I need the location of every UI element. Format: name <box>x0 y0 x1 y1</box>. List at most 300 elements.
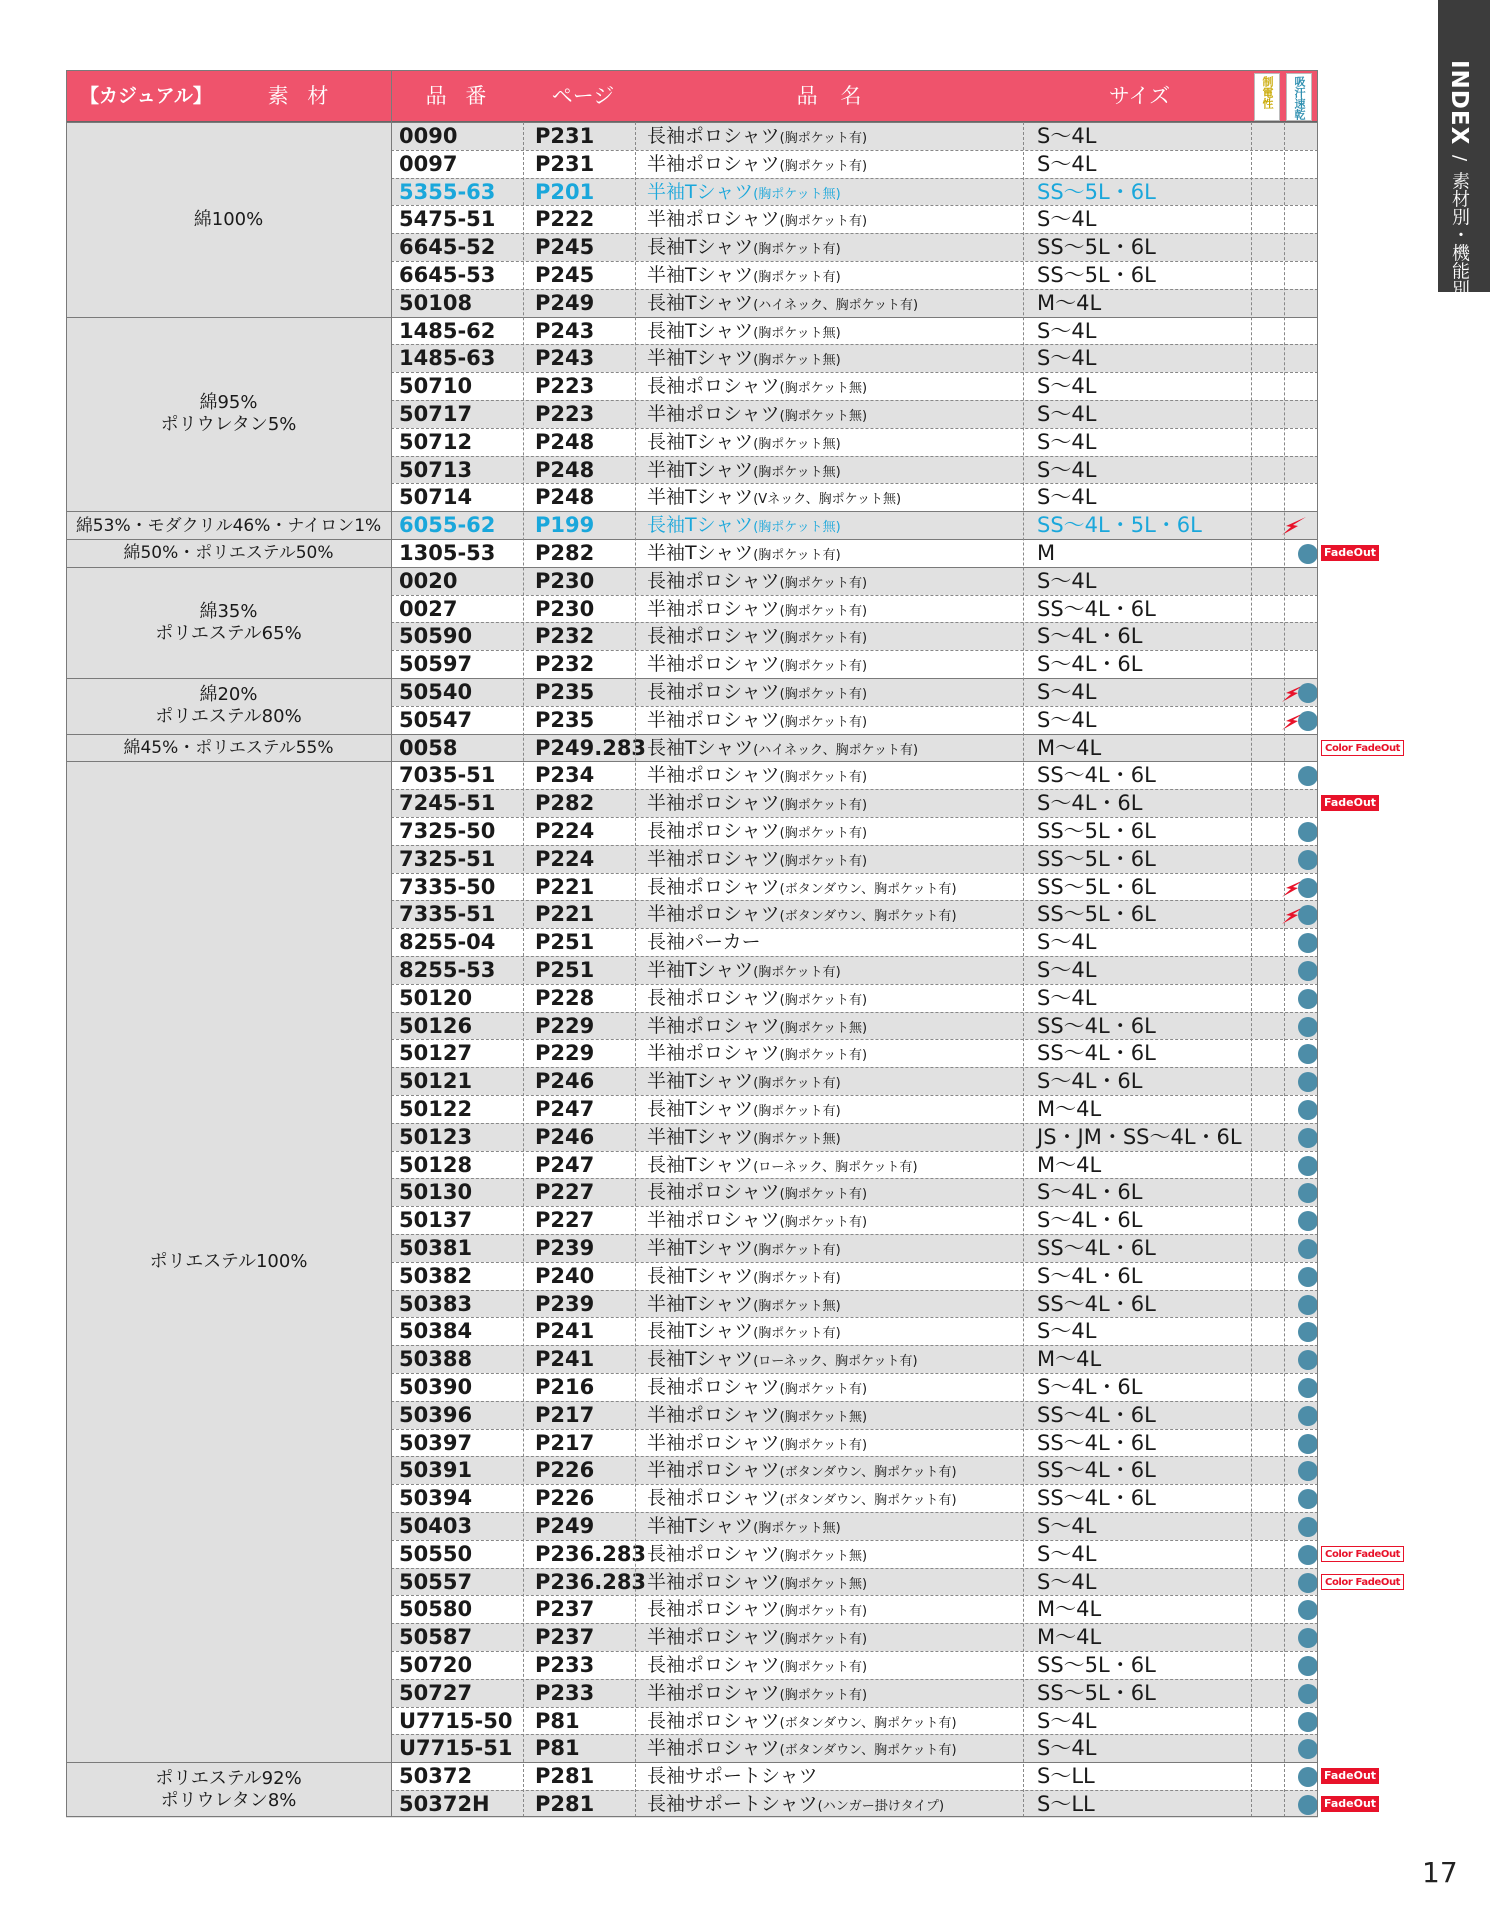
product-code: 0097 <box>399 151 458 176</box>
sweat-dry-icon <box>1298 1295 1318 1315</box>
size-range: S〜4L <box>1037 457 1097 482</box>
page-ref: P246 <box>535 1124 595 1149</box>
product-name-main: 半袖ポロシャツ <box>647 1570 780 1593</box>
product-name <box>647 318 841 345</box>
page-ref: P243 <box>535 318 595 343</box>
product-name-detail: (胸ポケット無) <box>753 464 841 480</box>
page-ref: P229 <box>535 1013 595 1038</box>
product-name-detail: (胸ポケット有) <box>779 798 868 814</box>
sweat-dry-icon <box>1298 1072 1318 1092</box>
size-range: JS・JM・SS〜4L・6L <box>1037 1124 1242 1149</box>
product-name <box>647 1263 841 1290</box>
sweat-dry-icon <box>1298 1211 1318 1231</box>
product-name <box>647 957 841 984</box>
index-label: INDEX <box>1446 60 1472 146</box>
product-name <box>647 874 957 901</box>
product-code: 50128 <box>399 1152 473 1177</box>
product-code: 50720 <box>399 1653 473 1677</box>
page-ref: P251 <box>535 930 595 955</box>
product-name-main: 長袖Tシャツ <box>647 236 754 259</box>
product-code: 50126 <box>399 1013 473 1038</box>
product-name <box>647 735 918 762</box>
page-ref: P227 <box>535 1208 595 1233</box>
product-code: 50714 <box>399 485 473 510</box>
size-range: SS〜5L・6L <box>1037 1653 1156 1677</box>
product-name-main: 半袖ポロシャツ <box>647 1042 780 1065</box>
page-ref: P248 <box>535 485 595 510</box>
material-cell: 綿35% ポリエステル65% <box>66 567 391 678</box>
size-range: S〜4L <box>1037 707 1097 732</box>
size-range: S〜4L <box>1037 1319 1097 1344</box>
size-range: M〜4L <box>1037 1597 1102 1622</box>
sweat-dry-icon <box>1298 1128 1318 1148</box>
page-ref: P249.283 <box>535 735 647 760</box>
product-code: 50580 <box>399 1597 473 1622</box>
page-ref: P245 <box>535 235 595 260</box>
table-row <box>391 150 1318 178</box>
page-ref: P248 <box>535 457 595 482</box>
product-name-main: 長袖ポロシャツ <box>647 375 780 398</box>
page-ref: P282 <box>535 791 595 816</box>
size-range: S〜4L <box>1037 1514 1097 1538</box>
page-ref: P241 <box>535 1319 595 1344</box>
product-name <box>647 1680 867 1707</box>
page-ref: P217 <box>535 1402 595 1427</box>
sweat-dry-icon <box>1298 1739 1318 1759</box>
size-range: S〜4L・6L <box>1037 652 1143 677</box>
product-name <box>647 206 867 233</box>
product-name-main: 半袖ポロシャツ <box>647 1626 780 1649</box>
product-name-detail: (ハイネック、胸ポケット有) <box>753 742 919 758</box>
product-name-main: 半袖Tシャツ <box>647 1237 754 1259</box>
sweat-dry-icon <box>1298 1767 1318 1787</box>
column-divider <box>1023 122 1024 1817</box>
table-row <box>391 511 1318 539</box>
product-code: 50127 <box>399 1041 473 1066</box>
table-row <box>391 1234 1318 1262</box>
product-name <box>647 929 761 956</box>
product-name <box>647 401 867 428</box>
product-code: 50717 <box>399 402 473 426</box>
size-range: S〜4L <box>1037 485 1097 510</box>
product-name-detail: (胸ポケット有) <box>779 1687 868 1703</box>
page-ref: P236.283 <box>535 1541 647 1566</box>
page-ref: P281 <box>535 1764 595 1789</box>
product-name-detail: (胸ポケット有) <box>779 1604 868 1620</box>
product-code: 50540 <box>399 680 473 704</box>
product-name-detail: (ボタンダウン、胸ポケット有) <box>779 1743 957 1759</box>
product-name-detail: (胸ポケット有) <box>753 1104 841 1119</box>
table-row <box>391 1734 1318 1762</box>
product-name <box>647 1040 867 1067</box>
product-name-detail: (胸ポケット無) <box>779 1576 868 1592</box>
table-row <box>391 956 1318 984</box>
material-cell: 綿50%・ポリエステル50% <box>66 539 391 567</box>
product-name-main: 半袖Tシャツ <box>647 486 754 509</box>
product-name-main: 長袖ポロシャツ <box>647 1654 780 1676</box>
index-separator: / <box>1449 155 1470 162</box>
sweat-dry-icon <box>1298 878 1318 898</box>
size-range: S〜4L <box>1037 985 1097 1010</box>
product-name-detail: (胸ポケット有) <box>779 853 868 869</box>
product-name-detail: (胸ポケット有) <box>779 1437 868 1453</box>
product-name-main: 半袖Tシャツ <box>647 1125 754 1148</box>
product-name <box>647 1207 867 1234</box>
product-name-main: 長袖Tシャツ <box>647 1264 754 1287</box>
table-row <box>391 1790 1318 1818</box>
page-ref: P229 <box>535 1041 595 1066</box>
product-name <box>647 707 867 734</box>
product-name <box>647 651 867 678</box>
page-ref: P240 <box>535 1263 595 1288</box>
sweat-dry-icon <box>1298 1406 1318 1426</box>
product-code: 50108 <box>399 290 473 315</box>
table-row <box>391 1762 1318 1790</box>
sweat-dry-icon <box>1298 1628 1318 1648</box>
table-row <box>391 1345 1318 1373</box>
fadeout-tag: FadeOut <box>1321 545 1379 561</box>
size-range: S〜4L <box>1037 346 1097 371</box>
sweat-dry-icon <box>1298 1684 1318 1704</box>
product-name-main: 半袖Tシャツ <box>647 347 754 370</box>
product-name-detail: (胸ポケット有) <box>779 1632 868 1648</box>
product-name-main: 長袖Tシャツ <box>647 319 754 342</box>
size-range: M〜4L <box>1037 1347 1102 1372</box>
product-name-main: 半袖ポロシャツ <box>647 708 780 731</box>
product-name-detail: (胸ポケット有) <box>779 131 868 146</box>
size-range: M〜4L <box>1037 1625 1102 1650</box>
sweat-dry-icon <box>1298 1517 1318 1537</box>
product-name-main: 長袖ポロシャツ <box>647 625 780 648</box>
product-name <box>647 373 867 400</box>
product-name-main: 半袖ポロシャツ <box>647 152 780 175</box>
product-name-main: 長袖ポロシャツ <box>647 875 780 898</box>
product-name-main: 長袖Tシャツ <box>647 430 754 453</box>
product-name <box>647 429 841 456</box>
table-row <box>391 622 1318 650</box>
product-name-main: 半袖ポロシャツ <box>647 847 780 870</box>
table-row <box>391 1206 1318 1234</box>
product-code: 50120 <box>399 985 473 1010</box>
page-ref: P224 <box>535 846 595 871</box>
product-name <box>647 1124 841 1151</box>
product-code: 7325-51 <box>399 846 496 871</box>
product-name <box>647 596 867 623</box>
product-name-detail: (胸ポケット有) <box>753 1326 841 1342</box>
product-name-main: 長袖サポートシャツ <box>647 1765 818 1788</box>
product-name <box>647 1485 957 1512</box>
table-row <box>391 873 1318 901</box>
page-ref: P217 <box>535 1430 595 1455</box>
size-range: SS〜4L・6L <box>1037 1236 1156 1260</box>
product-name-detail: (胸ポケット有) <box>779 631 868 647</box>
size-range: S〜LL <box>1037 1792 1095 1816</box>
page-ref: P247 <box>535 1152 595 1177</box>
product-name-main: 半袖ポロシャツ <box>647 1403 780 1426</box>
product-name-main: 長袖Tシャツ <box>647 1320 754 1343</box>
size-range: S〜4L <box>1037 680 1097 704</box>
table-row <box>391 650 1318 678</box>
material-cell: 綿95% ポリウレタン5% <box>66 317 391 512</box>
table-row <box>391 1178 1318 1206</box>
size-range: S〜4L <box>1037 374 1097 399</box>
size-range: SS〜4L・6L <box>1037 1486 1156 1511</box>
page-ref: P221 <box>535 874 595 899</box>
page-ref: P228 <box>535 985 595 1010</box>
size-range: SS〜4L・6L <box>1037 1013 1156 1038</box>
page-ref: P232 <box>535 624 595 649</box>
product-name-main: 半袖ポロシャツ <box>647 764 780 787</box>
product-name-detail: (胸ポケット無) <box>779 409 868 424</box>
page-ref: P216 <box>535 1375 595 1399</box>
product-code: 50384 <box>399 1319 473 1344</box>
sweat-dry-icon <box>1298 1044 1318 1064</box>
page-number: 17 <box>1422 1856 1458 1889</box>
material-cell: ポリエステル100% <box>66 761 391 1762</box>
sweat-dry-icon <box>1298 683 1318 703</box>
product-name <box>647 1708 957 1735</box>
product-name-detail: (胸ポケット無) <box>753 1131 841 1147</box>
size-range: S〜4L <box>1037 1708 1097 1733</box>
product-name-main: 半袖ポロシャツ <box>647 1459 780 1482</box>
size-range: SS〜4L・6L <box>1037 596 1156 621</box>
product-name-main: 半袖ポロシャツ <box>647 1209 780 1232</box>
sweat-dry-icon <box>1298 1378 1318 1398</box>
sweat-dry-icon <box>1298 711 1318 731</box>
product-name-detail: (胸ポケット有) <box>753 270 841 285</box>
page-ref: P81 <box>535 1736 580 1761</box>
product-name <box>647 1430 867 1457</box>
product-name-detail: (胸ポケット有) <box>779 1382 868 1397</box>
fadeout-tag: FadeOut <box>1321 1796 1379 1812</box>
fadeout-tag: Color FadeOut <box>1321 1574 1404 1590</box>
product-name-detail: (胸ポケット有) <box>753 1076 841 1092</box>
product-name <box>647 1068 841 1095</box>
product-name <box>647 1652 867 1679</box>
sweat-dry-icon <box>1298 1712 1318 1732</box>
product-name <box>647 1735 957 1762</box>
product-code: 50727 <box>399 1680 473 1705</box>
product-name-detail: (ボタンダウン、胸ポケット有) <box>779 881 957 897</box>
size-range: SS〜5L・6L <box>1037 874 1156 899</box>
product-name <box>647 1457 957 1484</box>
material-index-table <box>66 70 1318 1817</box>
size-range: S〜4L・6L <box>1037 624 1143 649</box>
product-name-main: 長袖Tシャツ <box>647 514 754 537</box>
product-code: 1485-63 <box>399 346 496 371</box>
sweat-dry-icon <box>1298 1239 1318 1259</box>
product-name-main: 半袖Tシャツ <box>647 180 754 203</box>
product-name-detail: (胸ポケット有) <box>779 1660 868 1675</box>
page-ref: P237 <box>535 1625 595 1650</box>
size-range: S〜4L・6L <box>1037 791 1143 816</box>
product-name-detail: (ローネック、胸ポケット有) <box>753 1354 918 1370</box>
product-code: 1485-62 <box>399 318 496 343</box>
product-name-main: 長袖サポートシャツ <box>647 1793 818 1815</box>
sweat-dry-icon <box>1298 1573 1318 1593</box>
product-name <box>647 1096 841 1123</box>
product-code: 50130 <box>399 1180 473 1205</box>
product-name <box>647 1791 944 1818</box>
sweat-dry-icon <box>1298 1322 1318 1342</box>
product-code: 6055-62 <box>399 513 496 538</box>
product-name-main: 半袖ポロシャツ <box>647 403 780 425</box>
table-row <box>391 1568 1318 1596</box>
header-code: 品 番 <box>425 84 493 108</box>
product-code: 50383 <box>399 1291 473 1316</box>
page-ref: P251 <box>535 958 595 982</box>
material-cell: 綿100% <box>66 122 391 317</box>
size-range: S〜4L <box>1037 429 1097 454</box>
product-name <box>647 151 867 178</box>
table-row <box>391 1456 1318 1484</box>
size-range: S〜4L <box>1037 151 1097 176</box>
product-code: 7335-51 <box>399 902 496 927</box>
product-name-detail: (胸ポケット有) <box>779 714 868 730</box>
product-name-detail: (胸ポケット有) <box>779 575 868 591</box>
table-row <box>391 1290 1318 1318</box>
product-name-main: 半袖Tシャツ <box>647 458 754 481</box>
product-name <box>647 1541 867 1568</box>
product-name-detail: (ボタンダウン、胸ポケット有) <box>779 1715 957 1731</box>
size-range: S〜4L <box>1037 402 1097 426</box>
product-name <box>647 262 841 289</box>
page-ref: P282 <box>535 541 595 565</box>
product-name-main: 長袖Tシャツ <box>647 1348 754 1371</box>
table-row <box>391 205 1318 233</box>
product-name-detail: (胸ポケット無) <box>753 353 841 369</box>
product-code: 50381 <box>399 1236 473 1260</box>
product-name <box>647 457 841 484</box>
fadeout-tag: Color FadeOut <box>1321 1546 1404 1562</box>
sweat-dry-icon <box>1298 1434 1318 1454</box>
table-row <box>391 984 1318 1012</box>
product-name-main: 半袖ポロシャツ <box>647 903 780 926</box>
product-code: 50123 <box>399 1124 473 1149</box>
product-code: U7715-51 <box>399 1736 513 1761</box>
product-name-detail: (胸ポケット有) <box>779 603 868 619</box>
product-name-main: 長袖ポロシャツ <box>647 986 780 1009</box>
page-ref: P232 <box>535 652 595 677</box>
table-row <box>391 678 1318 706</box>
product-code: 8255-04 <box>399 930 496 955</box>
product-name-detail: (胸ポケット無) <box>753 1521 841 1536</box>
material-cell: 綿20% ポリエステル80% <box>66 678 391 734</box>
product-code: 50122 <box>399 1097 473 1121</box>
table-row <box>391 1151 1318 1179</box>
size-range: SS〜4L・6L <box>1037 1291 1156 1316</box>
product-name-main: 長袖Tシャツ <box>647 1098 754 1120</box>
product-name-main: 長袖ポロシャツ <box>647 681 780 703</box>
product-name-detail: (胸ポケット有) <box>753 242 841 258</box>
table-row <box>391 483 1318 511</box>
product-name-detail: (胸ポケット無) <box>753 1298 841 1314</box>
page-ref: P235 <box>535 707 595 732</box>
product-name-main: 長袖ポロシャツ <box>647 1181 780 1204</box>
product-name-main: 半袖Tシャツ <box>647 1292 754 1315</box>
product-code: 50137 <box>399 1208 473 1233</box>
sweat-dry-icon <box>1298 1267 1318 1287</box>
product-code: 8255-53 <box>399 958 496 982</box>
size-range: S〜4L <box>1037 124 1097 148</box>
table-row <box>391 317 1318 345</box>
table-row <box>391 567 1318 595</box>
product-name-main: 長袖ポロシャツ <box>647 1487 780 1510</box>
sweat-dry-icon <box>1298 850 1318 870</box>
table-row <box>391 1401 1318 1429</box>
page-ref: P223 <box>535 374 595 399</box>
header-page: ページ <box>551 84 615 108</box>
size-range: M <box>1037 541 1056 565</box>
size-range: S〜4L <box>1037 1569 1097 1594</box>
product-name-detail: (ハンガー掛けタイプ) <box>817 1799 945 1814</box>
product-code: 50121 <box>399 1069 473 1094</box>
product-code: 50391 <box>399 1458 473 1483</box>
page-ref: P236.283 <box>535 1569 647 1594</box>
fadeout-tag: FadeOut <box>1321 795 1379 811</box>
material-cell: 綿53%・モダクリル46%・ナイロン1% <box>66 511 391 539</box>
product-name <box>647 1513 841 1540</box>
size-range: S〜LL <box>1037 1764 1095 1789</box>
table-row <box>391 289 1318 317</box>
table-row <box>391 233 1318 261</box>
page-ref: P248 <box>535 429 595 454</box>
size-range: S〜4L <box>1037 318 1097 343</box>
table-row <box>391 595 1318 623</box>
size-range: S〜4L・6L <box>1037 1375 1143 1399</box>
table-row <box>391 817 1318 845</box>
page-ref: P230 <box>535 596 595 621</box>
product-code: 7245-51 <box>399 791 496 816</box>
page-ref: P239 <box>535 1291 595 1316</box>
header-category: 【カジュアル】 <box>80 85 212 107</box>
product-name-main: 半袖Tシャツ <box>647 959 754 981</box>
product-name-main: 半袖Tシャツ <box>647 1070 754 1093</box>
size-range: SS〜4L・5L・6L <box>1037 513 1202 538</box>
page-ref: P81 <box>535 1708 580 1733</box>
table-row <box>391 428 1318 456</box>
page-ref: P223 <box>535 402 595 426</box>
size-range: S〜4L <box>1037 1541 1097 1566</box>
size-range: S〜4L <box>1037 568 1097 593</box>
table-header <box>66 70 1318 122</box>
side-index-label <box>1446 60 1472 297</box>
product-name-detail: (胸ポケット有) <box>779 992 868 1008</box>
product-name-detail: (胸ポケット有) <box>779 659 868 675</box>
sweat-dry-icon <box>1298 1545 1318 1565</box>
sweat-dry-icon <box>1298 1156 1318 1176</box>
page-ref: P199 <box>535 513 595 538</box>
product-name-detail: (胸ポケット有) <box>753 1270 841 1286</box>
sweat-dry-icon <box>1298 766 1318 786</box>
column-divider <box>523 122 524 1817</box>
page-ref: P235 <box>535 680 595 704</box>
product-name <box>647 1402 867 1429</box>
table-row <box>391 1123 1318 1151</box>
page-ref: P241 <box>535 1347 595 1372</box>
product-name <box>647 762 867 789</box>
page-ref: P239 <box>535 1236 595 1260</box>
product-code: 7035-51 <box>399 763 496 788</box>
product-name-main: 長袖ポロシャツ <box>647 1598 780 1621</box>
page-ref: P247 <box>535 1097 595 1121</box>
product-name-detail: (胸ポケット無) <box>753 325 841 341</box>
size-range: S〜4L・6L <box>1037 1263 1143 1288</box>
size-range: SS〜4L・6L <box>1037 1041 1156 1066</box>
header-size: サイズ <box>1108 84 1171 108</box>
product-name-detail: (胸ポケット有) <box>779 770 868 786</box>
product-name <box>647 790 867 817</box>
